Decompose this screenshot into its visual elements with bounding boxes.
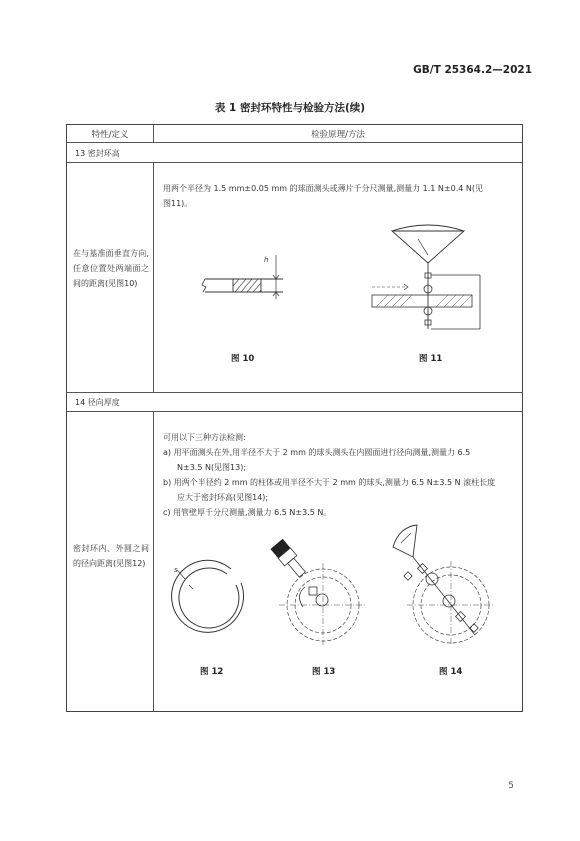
section-heading: 14 径向厚度 bbox=[75, 398, 120, 407]
figure-11-caption: 图 11 bbox=[419, 354, 443, 364]
figure-14-drawing bbox=[387, 517, 499, 647]
row-divider bbox=[67, 392, 522, 393]
section-heading: 13 密封环高 bbox=[75, 149, 120, 158]
col-header-method: 检验原理/方法 bbox=[311, 130, 365, 140]
figure-12-drawing bbox=[167, 555, 257, 645]
method-text: 用两个半径为 1.5 mm±0.05 mm 的球面测头或薄片千分尺测量,测量力 1.1 N±0.4 N(见图11)。 bbox=[163, 184, 483, 208]
column-divider bbox=[153, 162, 154, 392]
method-item-c: c) 用管壁厚千分尺测量,测量力 6.5 N±3.5 N。 bbox=[163, 508, 332, 517]
row-divider bbox=[67, 411, 522, 412]
figure-14-caption: 图 14 bbox=[439, 667, 463, 677]
figure-13-drawing bbox=[265, 531, 375, 646]
spec-table bbox=[66, 124, 523, 712]
page-number: 5 bbox=[508, 781, 514, 791]
figure-12-label: s bbox=[174, 566, 178, 574]
figure-13-caption: 图 13 bbox=[312, 667, 336, 677]
row-divider bbox=[67, 142, 522, 143]
figure-10-caption: 图 10 bbox=[231, 354, 255, 364]
table-title: 表 1 密封环特性与检验方法(续) bbox=[214, 102, 366, 114]
figure-12-caption: 图 12 bbox=[200, 667, 224, 677]
figure-11-drawing bbox=[372, 225, 482, 340]
method-item-a: a) 用平面测头在外,用半径不大于 2 mm 的球头测头在内圆面进行径向测量,测量力 6.5 N±3.5 N(见图13); bbox=[163, 448, 471, 472]
column-divider bbox=[153, 411, 154, 711]
method-intro: 可用以下三种方法检测: bbox=[163, 433, 246, 442]
col-header-definition: 特性/定义 bbox=[91, 130, 129, 140]
row-divider bbox=[67, 162, 522, 163]
method-item-b: b) 用两个半径约 2 mm 的柱体或用半径不大于 2 mm 的球头,测量力 6.5 N±3.5 N 滚柱长度应大于密封环高(见图14); bbox=[163, 478, 496, 502]
definition-text: 密封环内、外圆之间的径向距离(见图12) bbox=[73, 544, 149, 568]
figure-10-drawing bbox=[197, 245, 297, 305]
standard-code: GB/T 25364.2—2021 bbox=[413, 64, 532, 76]
definition-text: 在与基准面垂直方向,任意位置处两端面之间的距离(见图10) bbox=[73, 249, 149, 288]
figure-10-label: h bbox=[264, 256, 269, 264]
